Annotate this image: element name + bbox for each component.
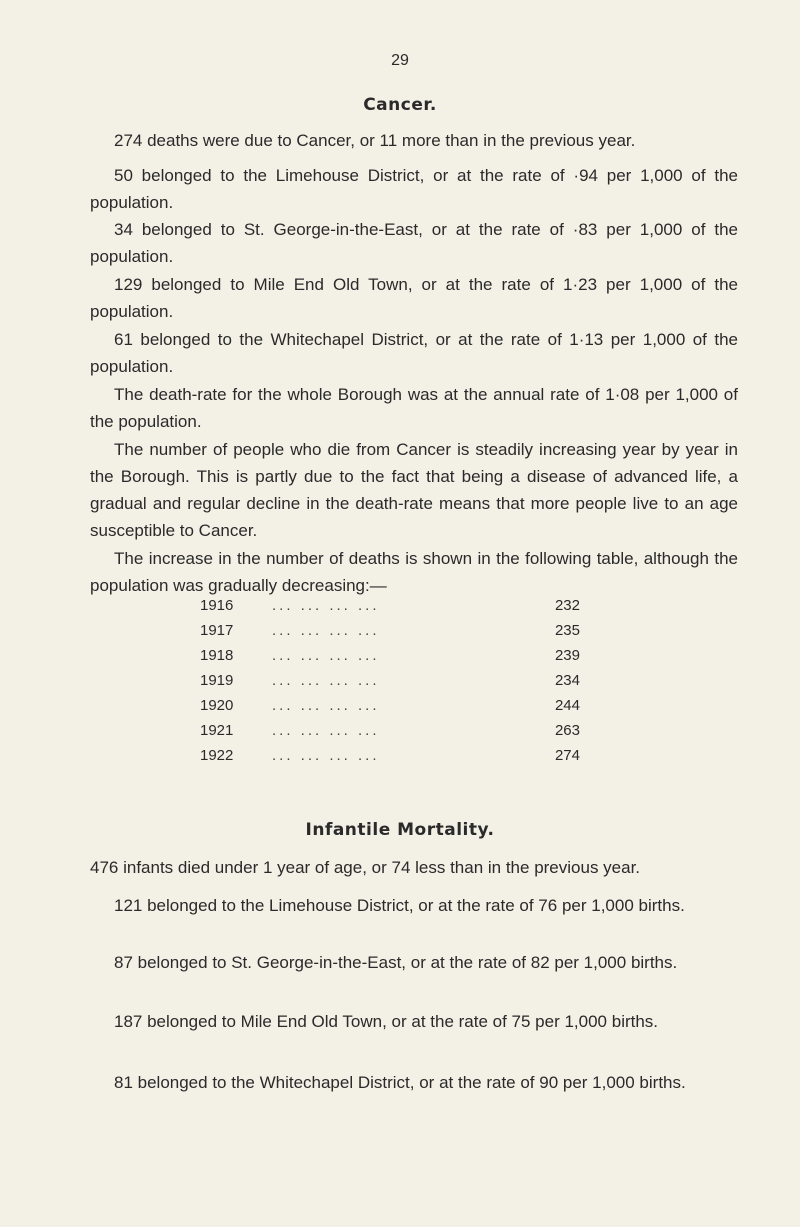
cancer-paragraph-2: 50 belonged to the Limehouse District, or at the rate of ·94 per 1,000 of the population. [90,166,738,212]
table-year: 1917 [200,622,234,639]
table-year: 1920 [200,697,234,714]
cancer-paragraph-3: 34 belonged to St. George-in-the-East, or at the rate of ·83 per 1,000 of the population. [90,220,738,266]
table-leader: ... ... ... ... [272,597,380,614]
table-value: 244 [554,697,580,714]
table-leader: ... ... ... ... [272,697,380,714]
cancer-heading: Cancer. [363,95,437,115]
table-leader: ... ... ... ... [272,647,380,664]
cancer-deaths-table [200,593,580,768]
table-value: 263 [554,722,580,739]
table-row [200,593,580,618]
cancer-paragraph-1: 274 deaths were due to Cancer, or 11 more than in the previous year. [114,131,636,150]
table-year: 1921 [200,722,234,739]
infantile-paragraph-1: 476 infants died under 1 year of age, or 74 less than in the previous year. [90,858,641,877]
table-leader: ... ... ... ... [272,722,380,739]
cancer-paragraph-5: 61 belonged to the Whitechapel District, or at the rate of 1·13 per 1,000 of the population. [90,330,738,376]
table-leader: ... ... ... ... [272,747,380,764]
page-number: 29 [391,52,409,69]
table-row [200,743,580,768]
table-year: 1922 [200,747,234,764]
table-row [200,668,580,693]
table-year: 1919 [200,672,234,689]
table-row [200,643,580,668]
table-value: 234 [554,672,580,689]
infantile-mortality-heading: Infantile Mortality. [305,820,495,840]
cancer-paragraph-4: 129 belonged to Mile End Old Town, or at the rate of 1·23 per 1,000 of the population. [90,275,738,321]
infantile-paragraph-3: 87 belonged to St. George-in-the-East, or at the rate of 82 per 1,000 births. [114,953,678,972]
table-value: 274 [554,747,580,764]
table-year: 1918 [200,647,234,664]
table-leader: ... ... ... ... [272,622,380,639]
infantile-paragraph-5: 81 belonged to the Whitechapel District, or at the rate of 90 per 1,000 births. [114,1073,686,1092]
document-page [90,0,738,1227]
table-value: 232 [554,597,580,614]
table-row [200,618,580,643]
table-row [200,693,580,718]
infantile-paragraph-2: 121 belonged to the Limehouse District, or at the rate of 76 per 1,000 births. [114,896,685,915]
cancer-paragraph-7: The number of people who die from Cancer is steadily increasing year by year in the Borough. This is partly due to the fact that being a disease of advanced life, a gradual and regular decline in the death-rate means that more people live to an age susceptible to Cancer. [90,440,738,540]
table-row [200,718,580,743]
table-value: 239 [554,647,580,664]
table-year: 1916 [200,597,234,614]
table-leader: ... ... ... ... [272,672,380,689]
cancer-paragraph-6: The death-rate for the whole Borough was at the annual rate of 1·08 per 1,000 of the population. [90,385,738,431]
table-value: 235 [554,622,580,639]
cancer-paragraph-8: The increase in the number of deaths is shown in the following table, although the population was gradually decreasing:— [90,549,738,595]
infantile-paragraph-4: 187 belonged to Mile End Old Town, or at the rate of 75 per 1,000 births. [114,1012,659,1031]
